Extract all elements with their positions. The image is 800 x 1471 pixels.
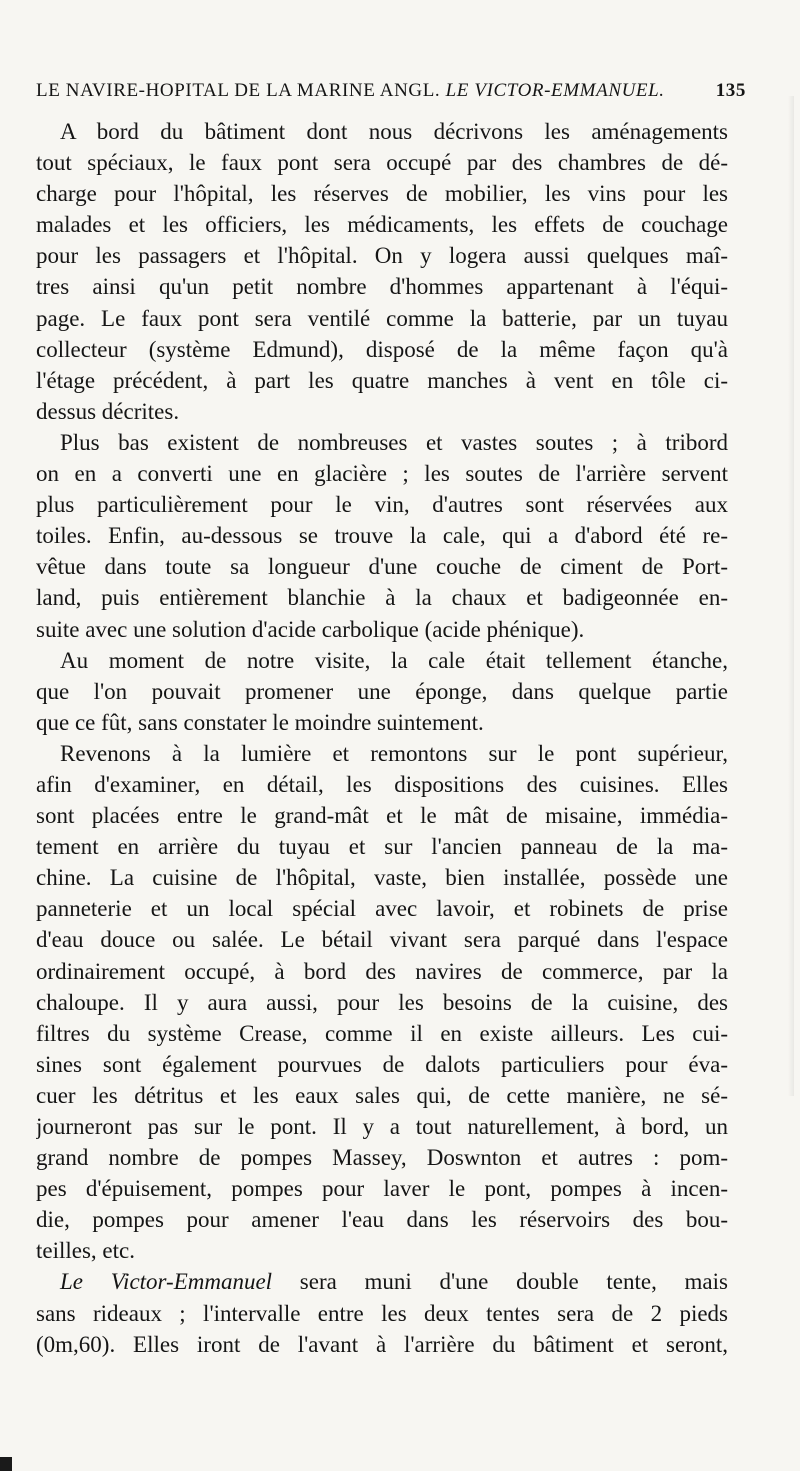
- text-line: que l'on pouvait promener une éponge, dans quelque partie: [36, 678, 728, 704]
- text-line: chine. La cuisine de l'hôpital, vaste, bien installée, possède une: [36, 865, 728, 891]
- text-line: Au moment de notre visite, la cale était tellement étanche,: [60, 647, 728, 673]
- text-line: sines sont également pourvues de dalots particuliers pour éva-: [36, 1051, 728, 1077]
- scan-corner-mark: [0, 1457, 12, 1471]
- text-line: d'eau douce ou salée. Le bétail vivant sera parqué dans l'espace: [36, 927, 728, 953]
- text-line: grand nombre de pompes Massey, Doswnton et autres : pom-: [36, 1145, 728, 1171]
- text-line: panneterie et un local spécial avec lavoir, et robinets de prise: [36, 896, 728, 922]
- text-line: chaloupe. Il y aura aussi, pour les besoins de la cuisine, des: [36, 989, 728, 1015]
- text-line: charge pour l'hôpital, les réserves de mobilier, les vins pour les: [36, 181, 728, 207]
- text-line: malades et les officiers, les médicaments, les effets de couchage: [36, 212, 728, 238]
- text-line: cuer les détritus et les eaux sales qui, de cette manière, ne sé-: [36, 1082, 728, 1108]
- running-head: [36, 78, 746, 104]
- text-line: filtres du système Crease, comme il en existe ailleurs. Les cui-: [36, 1020, 728, 1046]
- page-number: 135: [715, 80, 746, 101]
- page-edge-shadow: [788, 96, 794, 1096]
- text-line-rest: sera muni d'une double tente, mais: [299, 1269, 728, 1295]
- text-line: pes d'épuisement, pompes pour laver le pont, pompes à incen-: [36, 1176, 728, 1202]
- text-line: tement en arrière du tuyau et sur l'ancien panneau de la ma-: [36, 834, 728, 860]
- text-line: on en a converti une en glacière ; les soutes de l'arrière servent: [36, 461, 728, 487]
- text-line: page. Le faux pont sera ventilé comme la batterie, par un tuyau: [36, 305, 728, 331]
- text-line: vêtue dans toute sa longueur d'une couche de ciment de Port-: [36, 554, 728, 580]
- text-line: l'étage précédent, à part les quatre manches à vent en tôle ci-: [36, 367, 728, 393]
- text-line: [36, 1266, 728, 1297]
- text-line: sont placées entre le grand-mât et le mât de misaine, immédia-: [36, 803, 728, 829]
- ship-name-italic: Le Victor-Emmanuel: [60, 1269, 273, 1295]
- text-line: die, pompes pour amener l'eau dans les réservoirs des bou-: [36, 1207, 728, 1233]
- text-line: land, puis entièrement blanchie à la chaux et badigeonnée en-: [36, 585, 728, 611]
- running-head-ship-name: LE VICTOR-EMMANUEL.: [445, 80, 665, 101]
- text-line: Plus bas existent de nombreuses et vastes soutes ; à tribord: [60, 429, 728, 455]
- text-line: (0m,60). Elles iront de l'avant à l'arrière du bâtiment et seront,: [36, 1331, 728, 1357]
- text-line: ordinairement occupé, à bord des navires de commerce, par la: [36, 958, 728, 984]
- text-line: que ce fût, sans constater le moindre suintement.: [36, 709, 484, 735]
- text-line: collecteur (système Edmund), disposé de la même façon qu'à: [36, 336, 728, 362]
- text-line: tres ainsi qu'un petit nombre d'hommes appartenant à l'équi-: [36, 274, 728, 300]
- text-line: tout spéciaux, le faux pont sera occupé par des chambres de dé-: [36, 150, 728, 176]
- text-line: journeront pas sur le pont. Il y a tout naturellement, à bord, un: [36, 1114, 728, 1139]
- text-line: sans rideaux ; l'intervalle entre les deux tentes sera de 2 pieds: [36, 1300, 728, 1326]
- text-line: plus particulièrement pour le vin, d'autres sont réservées aux: [36, 492, 728, 518]
- running-head-title: LE NAVIRE-HOPITAL DE LA MARINE ANGL.: [36, 80, 441, 101]
- text-line: afin d'examiner, en détail, les dispositions des cuisines. Elles: [36, 771, 728, 797]
- text-line: dessus décrites.: [36, 398, 180, 424]
- text-line: A bord du bâtiment dont nous décrivons les aménagements: [60, 119, 728, 144]
- text-line: suite avec une solution d'acide carbolique (acide phénique).: [36, 616, 585, 642]
- text-line: pour les passagers et l'hôpital. On y logera aussi quelques maî-: [36, 243, 728, 269]
- body-text: [36, 116, 728, 1360]
- text-line: toiles. Enfin, au-dessous se trouve la cale, qui a d'abord été re-: [36, 523, 728, 549]
- text-line: teilles, etc.: [36, 1238, 135, 1264]
- text-line: Revenons à la lumière et remontons sur le pont supérieur,: [60, 740, 728, 766]
